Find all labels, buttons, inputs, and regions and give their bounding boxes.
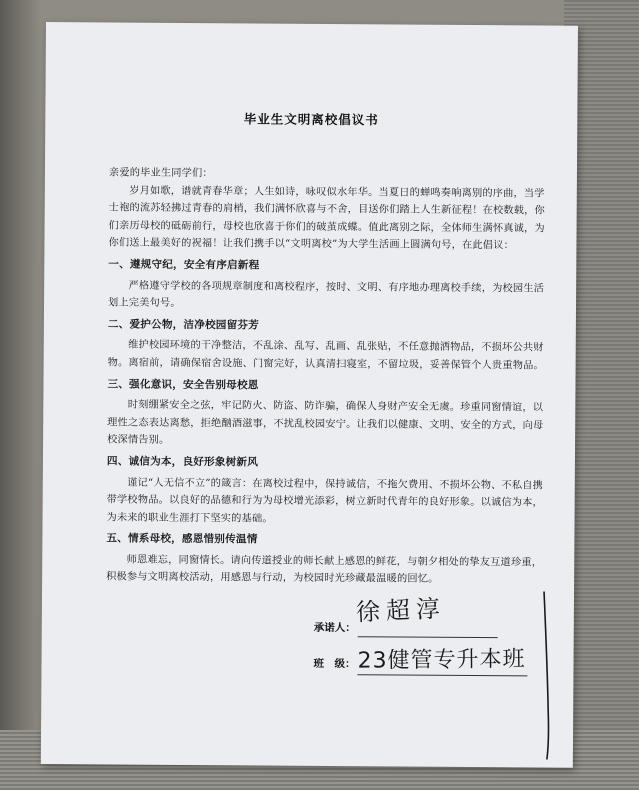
background-left-edge (0, 0, 40, 790)
document-title: 毕业生文明离校倡议书 (243, 111, 379, 128)
signer-underline (358, 636, 498, 638)
section-body-5: 师恩难忘，同窗情长。请向传道授业的师长献上感恩的鲜花，与朝夕相处的挚友互道珍重，积极参与文明离校活动，用感恩与行动，为校园时光珍藏最温暖的回忆。 (106, 554, 543, 586)
section-heading-4: 四、诚信为本，良好形象树新风 (106, 455, 259, 469)
section-body-2: 维护校园环境的干净整洁，不乱涂、乱写、乱画、乱张贴，不任意抛洒物品，不损坏公共财物。离宿前，请确保宿舍设施、门窗完好，认真清扫寝室，不留垃圾，妥善保管个人贵重物品。 (107, 339, 544, 372)
greeting: 亲爱的毕业生同学们： (108, 167, 213, 180)
paper-sheet (41, 22, 578, 768)
section-body-4: 谨记“人无信不立”的箴言：在离校过程中，保持诚信，不拖欠费用、不损坏公物、不私自携带学校物品。以良好的品德和行为为母校增光添彩，树立新时代青年的良好形象。以诚信为本，为未来的职业生涯打下坚实的基础。 (106, 477, 544, 525)
section-heading-2: 二、爱护公物，洁净校园留芬芳 (107, 318, 260, 332)
section-heading-3: 三、强化意识，安全告别母校恩 (107, 377, 259, 392)
class-label: 班 级： (313, 657, 356, 671)
section-body-1: 严格遵守学校的各项规章制度和离校程序，按时、文明、有序地办理离校手续，为校园生活划上完美句号。 (108, 280, 545, 310)
class-handwritten-value: 23健管专升本班 (357, 646, 526, 674)
class-underline (357, 674, 527, 676)
document-body (106, 106, 549, 589)
intro-paragraph: 岁月如歌，谱就青春华章；人生如诗，咏叹似水年华。当夏日的蝉鸣奏响离别的序曲，当学士袍的流苏轻拂过青春的肩梢，我们满怀欣喜与不舍，目送你们踏上人生新征程！在校数载，你们亲历母校的砥砺前行，母校也欣喜于你们的破茧成蝶。值此离别之际，全体师生满怀真诚，为你们送上最美好的祝福！让我们携手以“文明离校”为大学生活画上圆满句号，在此倡议： (108, 185, 546, 252)
signer-label: 承诺人： (313, 621, 356, 635)
section-heading-5: 五、情系母校，感恩惜别传温情 (106, 532, 258, 546)
signer-handwritten-name: 徐超淳 (355, 594, 447, 627)
section-body-3: 时刻绷紧安全之弦，牢记防火、防盗、防诈骗，确保人身财产安全无虞。珍重同窗情谊，以理性之态表达离愁，拒绝酗酒滋事，不扰乱校园安宁。让我们以健康、文明、安全的方式，向母校深情告别。 (107, 399, 544, 447)
signature-block (285, 580, 566, 702)
pen-stroke-mark (535, 591, 566, 761)
section-heading-1: 一、遵规守纪，安全有序启新程 (108, 258, 260, 272)
